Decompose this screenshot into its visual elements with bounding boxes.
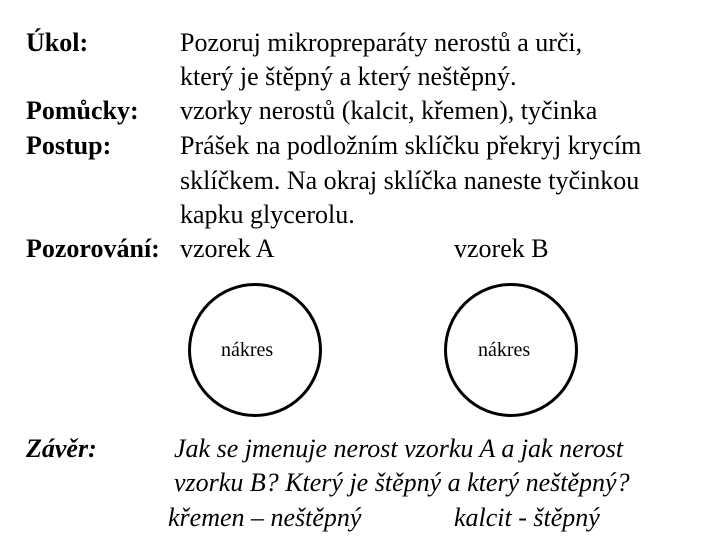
procedure-label: Postup:: [26, 131, 112, 160]
conclusion-label: Závěr:: [26, 434, 97, 463]
procedure-text-line-1: Prášek na podložním sklíčku překryj krycím: [180, 131, 642, 160]
tools-label: Pomůcky:: [26, 96, 139, 125]
task-text-line-1: Pozoruj mikropreparáty nerostů a urči,: [180, 28, 583, 57]
conclusion-text-line-2: vzorku B? Který je štěpný a který neštěpný?: [174, 468, 630, 497]
answer-sample-b: kalcit - štěpný: [454, 503, 600, 532]
answer-sample-a: křemen – neštěpný: [168, 503, 362, 532]
sample-a-drawing-label: nákres: [221, 339, 274, 361]
sample-b-drawing-label: nákres: [478, 339, 531, 361]
task-text-line-2: který je štěpný a který neštěpný.: [180, 62, 517, 91]
observation-label: Pozorování:: [26, 234, 160, 263]
tools-text: vzorky nerostů (kalcit, křemen), tyčinka: [180, 96, 598, 125]
procedure-text-line-2: sklíčkem. Na okraj sklíčka naneste tyčinkou: [180, 166, 640, 195]
sample-a-label: vzorek A: [180, 234, 275, 263]
sample-b-label: vzorek B: [454, 234, 549, 263]
conclusion-text-line-1: Jak se jmenuje nerost vzorku A a jak nerost: [174, 434, 624, 463]
procedure-text-line-3: kapku glycerolu.: [180, 200, 355, 229]
task-label: Úkol:: [26, 28, 89, 57]
